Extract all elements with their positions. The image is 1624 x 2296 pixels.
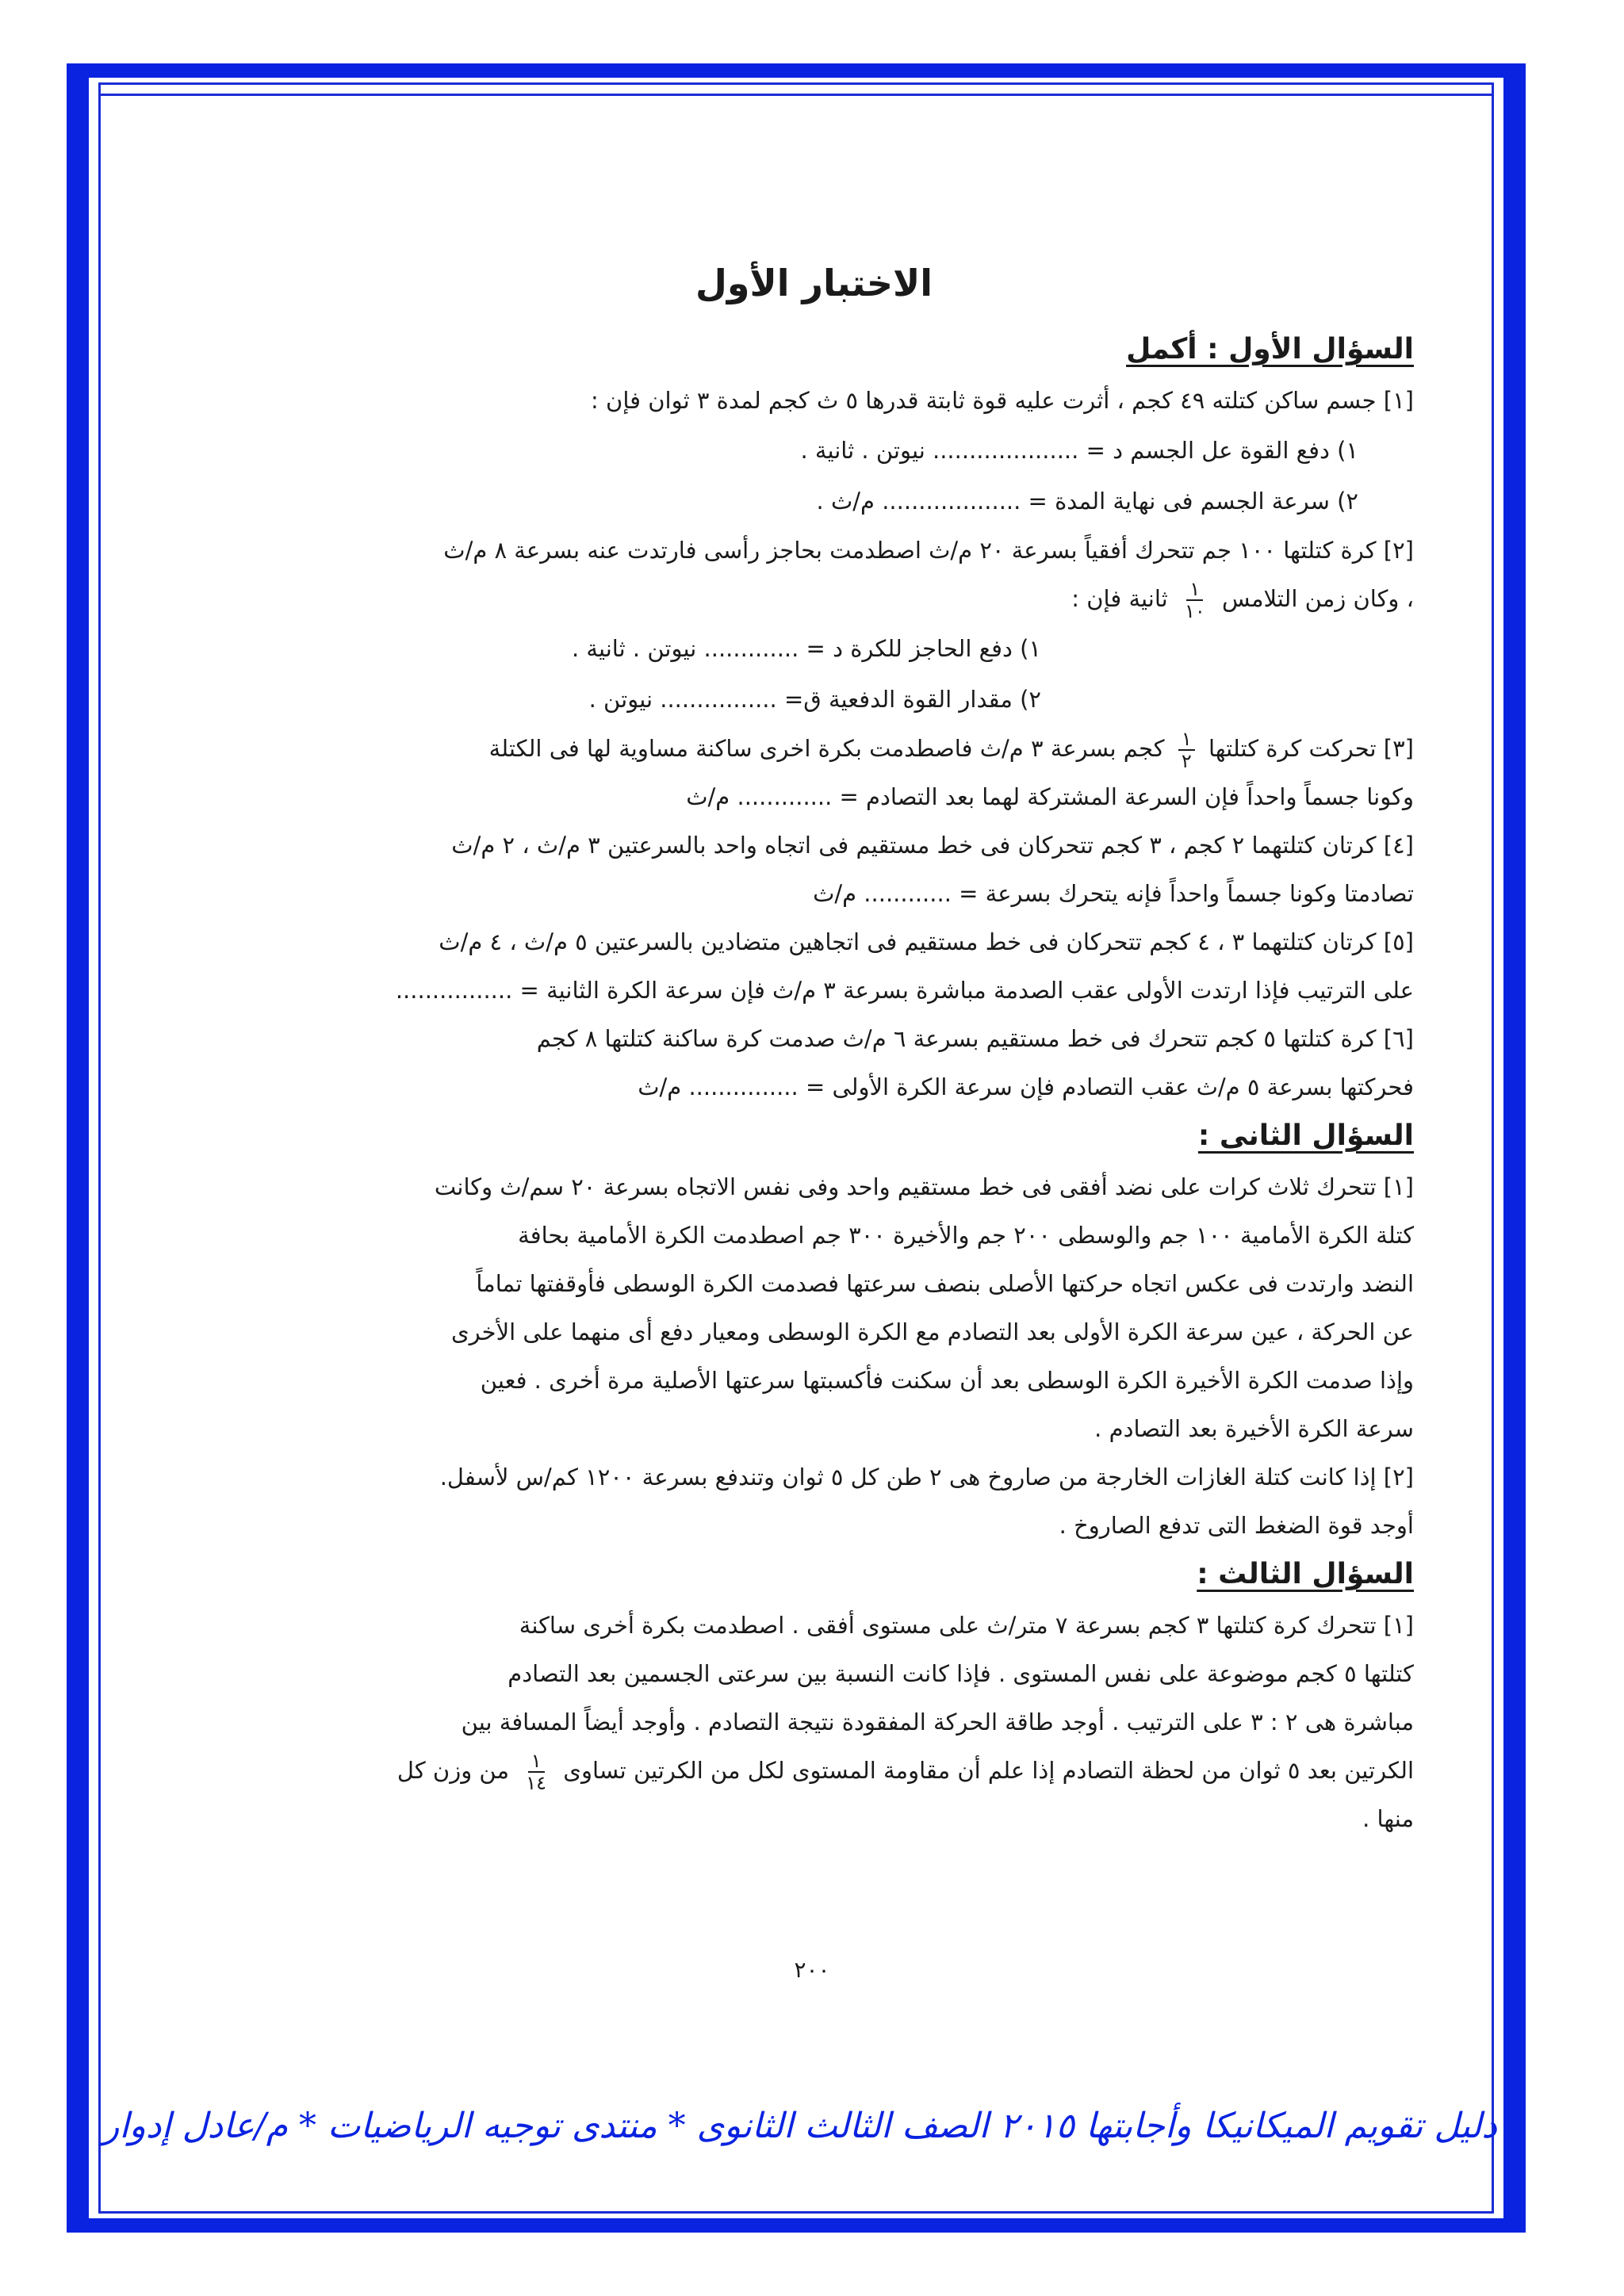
s2-q2-line: [٢] إذا كانت كتلة الغازات الخارجة من صاروخ هى ٢ طن كل ٥ ثوان وتندفع بسرعة ١٢٠٠ كم/س لأسفل. <box>439 1464 1414 1490</box>
s1-q2-a: ١) دفع الحاجز للكرة د = ............. نيوتن . ثانية . <box>571 635 1041 662</box>
s1-q1-a: ١) دفع القوة عل الجسم د = .................... نيوتن . ثانية . <box>800 437 1358 464</box>
s2-q1-line: سرعة الكرة الأخيرة بعد التصادم . <box>1094 1415 1414 1442</box>
s3-q1-line2: كتلتها ٥ كجم موضوعة على نفس المستوى . فإذا كانت النسبة بين سرعتى الجسمين بعد التصادم <box>508 1660 1414 1687</box>
s3-q1-line4 <box>214 1747 1414 1795</box>
fraction-denominator: ١٠ <box>1184 600 1205 622</box>
s1-q4-line1: [٤] كرتان كتلتهما ٢ كجم ، ٣ كجم تتحركان فى خط مستقيم فى اتجاه واحد بالسرعتين ٣ م/ث ، ٢ م/ث <box>451 832 1414 859</box>
s1-q3-fraction <box>1178 729 1195 771</box>
footer-credit: دليل تقويم الميكانيكا وأجابتها ٢٠١٥ الصف الثالث الثانوى * منتدى توجيه الرياضيات * م/عادل إدوار <box>102 2106 1497 2146</box>
s1-q1-text: [١] جسم ساكن كتلته ٤٩ كجم ، أثرت عليه قوة ثابتة قدرها ٥ ث كجم لمدة ٣ ثوان فإن : <box>591 387 1414 414</box>
exam-content <box>214 262 1414 1843</box>
s3-q1-line3: مباشرة هى ٢ : ٣ على الترتيب . أوجد طاقة الحركة المفقودة نتيجة التصادم . وأوجد أيضاً المسافة بين <box>461 1709 1414 1735</box>
s1-q2-text: [٢] كرة كتلتها ١٠٠ جم تتحرك أفقياً بسرعة ٢٠ م/ث اصطدمت بحاجز رأسى فارتدت عنه بسرعة ٨ م/ث <box>443 537 1414 564</box>
s3-q1-line4-post: من وزن كل <box>396 1757 510 1784</box>
s1-q3-post: كجم بسرعة ٣ م/ث فاصطدمت بكرة اخرى ساكنة مساوية لها فى الكتلة <box>488 735 1165 762</box>
s1-q2-b: ٢) مقدار القوة الدفعية ق= ................ نيوتن . <box>588 686 1041 713</box>
s2-q1-line: [١] تتحرك ثلاث كرات على نضد أفقى فى خط مستقيم واحد وفى نفس الاتجاه بسرعة ٢٠ سم/ث وكانت <box>434 1173 1414 1200</box>
s1-q6-line2: فحركتها بسرعة ٥ م/ث عقب التصادم فإن سرعة الكرة الأولى = ............... م/ث <box>638 1073 1414 1100</box>
s2-q2-line: أوجد قوة الضغط التى تدفع الصاروخ . <box>1059 1512 1414 1539</box>
fraction-denominator: ٢ <box>1181 750 1192 772</box>
fraction-denominator: ١٤ <box>526 1772 547 1794</box>
s1-q4-line2: تصادمتا وكونا جسماً واحداً فإنه يتحرك بسرعة = ............ م/ث <box>813 880 1414 907</box>
fraction-numerator: ١ <box>528 1751 545 1773</box>
s1-q2-contact <box>214 575 1414 623</box>
page-border-line <box>98 94 1494 96</box>
s1-q5-line1: [٥] كرتان كتلتهما ٣ ، ٤ كجم تتحركان فى خط مستقيم فى اتجاهين متضادين بالسرعتين ٥ م/ث ، ٤ م/ث <box>439 928 1414 955</box>
s1-q2-fraction <box>1182 579 1208 622</box>
fraction-numerator: ١ <box>1178 729 1195 751</box>
s1-q2-contact-post: ثانية فإن : <box>1071 585 1168 612</box>
s1-q5-line2: على الترتيب فإذا ارتدت الأولى عقب الصدمة مباشرة بسرعة ٣ م/ث فإن سرعة الكرة الثانية = ................ <box>395 977 1414 1004</box>
page-number: ٢٠٠ <box>794 1957 830 1983</box>
section-3-heading: السؤال الثالث : <box>1197 1558 1414 1590</box>
s1-q6-line1: [٦] كرة كتلتها ٥ كجم تتحرك فى خط مستقيم بسرعة ٦ م/ث صدمت كرة ساكنة كتلتها ٨ كجم <box>536 1025 1414 1052</box>
s1-q3-line1 <box>214 725 1414 773</box>
section-2-heading: السؤال الثانى : <box>1197 1119 1414 1152</box>
s2-q1-line: النضد وارتدت فى عكس اتجاه حركتها الأصلى بنصف سرعتها فصدمت الكرة الوسطى فأوقفتها تماماً <box>476 1270 1414 1297</box>
s3-q1-fraction <box>523 1751 550 1793</box>
s3-q1-line1: [١] تتحرك كرة كتلتها ٣ كجم بسرعة ٧ متر/ث على مستوى أفقى . اصطدمت بكرة أخرى ساكنة <box>519 1612 1414 1639</box>
fraction-numerator: ١ <box>1186 579 1203 601</box>
s1-q3-line2: وكونا جسماً واحداً فإن السرعة المشتركة لهما بعد التصادم = ............. م/ث <box>686 783 1414 810</box>
s3-q1-line5: منها . <box>1362 1805 1414 1832</box>
s2-q1-line: عن الحركة ، عين سرعة الكرة الأولى بعد التصادم مع الكرة الوسطى ومعيار دفع أى منهما على الأخرى <box>450 1318 1414 1345</box>
s3-q1-line4-pre: الكرتين بعد ٥ ثوان من لحظة التصادم إذا علم أن مقاومة المستوى لكل من الكرتين تساوى <box>563 1757 1414 1784</box>
section-1-heading: السؤال الأول : أكمل <box>1126 333 1414 365</box>
s2-q1-line: كتلة الكرة الأمامية ١٠٠ جم والوسطى ٢٠٠ جم والأخيرة ٣٠٠ جم اصطدمت الكرة الأمامية بحافة <box>518 1222 1414 1249</box>
s1-q2-contact-pre: ، وكان زمن التلامس <box>1221 585 1414 612</box>
s1-q1-b: ٢) سرعة الجسم فى نهاية المدة = ................... م/ث . <box>816 488 1358 515</box>
s2-q1-line: وإذا صدمت الكرة الأخيرة الكرة الوسطى بعد أن سكنت فأكسبتها سرعتها الأصلية مرة أخرى . فعين <box>480 1367 1414 1394</box>
s1-q3-pre: [٣] تحركت كرة كتلتها <box>1208 735 1414 762</box>
test-title: الاختبار الأول <box>695 262 933 304</box>
